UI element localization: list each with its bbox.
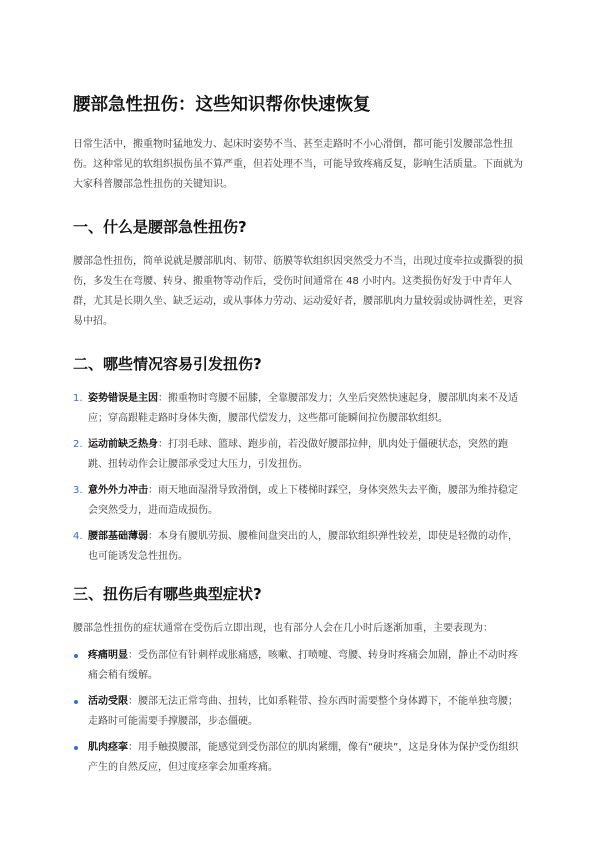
item-text: ：雨天地面湿滑导致滑倒，或上下楼梯时踩空，身体突然失去平衡，腰部为维持稳定会突然受力，进而造成损伤。 <box>88 485 518 516</box>
list-number: 4. <box>73 531 83 542</box>
item-text: ：受伤部位有针刺样或胀痛感，咳嗽、打喷嚏、弯腰、转身时疼痛会加剧，静止不动时疼痛会稍有缓解。 <box>88 650 518 681</box>
list-item <box>73 389 523 429</box>
list-item <box>73 646 523 686</box>
intro-paragraph: 日常生活中，搬重物时猛地发力、起床时姿势不当、甚至走路时不小心滑倒，都可能引发腰部急性扭伤。这种常见的软组织损伤虽不算严重，但若处理不当，可能导致疼痛反复，影响生活质量。下面就为大家科普腰部急性扭伤的关键知识。 <box>73 139 523 190</box>
section-causes <box>73 353 523 567</box>
list-number: 1. <box>73 393 83 404</box>
list-number: 2. <box>73 439 83 450</box>
item-term: 腰部基础薄弱 <box>88 531 148 542</box>
bullet-icon <box>74 654 78 658</box>
causes-list <box>73 389 523 567</box>
item-term: 运动前缺乏热身 <box>88 439 158 450</box>
list-item <box>73 435 523 475</box>
list-item <box>73 738 523 778</box>
item-text: ：本身有腰肌劳损、腰椎间盘突出的人，腰部软组织弹性较差，即使是轻微的动作，也可能诱发急性扭伤。 <box>88 531 518 562</box>
item-term: 活动受限 <box>88 696 128 707</box>
list-item <box>73 481 523 521</box>
list-number: 3. <box>73 485 83 496</box>
bullet-icon <box>74 746 78 750</box>
section-symptoms <box>73 583 523 778</box>
item-term: 意外外力冲击 <box>88 485 148 496</box>
symptoms-list <box>73 646 523 778</box>
section-paragraph: 腰部急性扭伤，简单说就是腰部肌肉、韧带、筋膜等软组织因突然受力不当，出现过度牵拉或撕裂的损伤，多发生在弯腰、转身、搬重物等动作后，受伤时间通常在 48 小时内。这类损伤好发于中青年人群，尤其是长期久坐、缺乏运动，或从事体力劳动、运动爱好者，腰部肌肉力量较弱或协调性差，更容易中招。 <box>73 256 523 327</box>
item-text: ：搬重物时弯腰不屈膝，全靠腰部发力；久坐后突然快速起身，腰部肌肉来不及适应；穿高跟鞋走路时身体失衡，腰部代偿发力，这些都可能瞬间拉伤腰部软组织。 <box>88 393 518 424</box>
section-paragraph: 腰部急性扭伤的症状通常在受伤后立即出现，也有部分人会在几小时后逐渐加重，主要表现为： <box>73 623 493 634</box>
item-term: 姿势错误是主因 <box>88 393 158 404</box>
section-heading: 二、哪些情况容易引发扭伤? <box>73 355 262 373</box>
section-heading: 一、什么是腰部急性扭伤? <box>73 218 247 236</box>
bullet-icon <box>74 700 78 704</box>
item-term: 疼痛明显 <box>88 650 128 661</box>
list-item <box>73 527 523 567</box>
item-term: 肌肉痉挛 <box>88 742 128 753</box>
list-item <box>73 692 523 732</box>
item-text: ：腰部无法正常弯曲、扭转，比如系鞋带、捡东西时需要整个身体蹲下，不能单独弯腰；走路时可能需要手撑腰部，步态僵硬。 <box>88 696 518 727</box>
page-title: 腰部急性扭伤：这些知识帮你快速恢复 <box>73 95 371 115</box>
section-heading: 三、扭伤后有哪些典型症状? <box>73 585 262 603</box>
item-text: ：用手触摸腰部，能感觉到受伤部位的肌肉紧绷，像有“硬块”，这是身体为保护受伤组织产生的自然反应，但过度痉挛会加重疼痛。 <box>88 742 519 773</box>
item-text: ：打羽毛球、篮球、跑步前，若没做好腰部拉伸，肌肉处于僵硬状态，突然的跑跳、扭转动作会让腰部承受过大压力，引发扭伤。 <box>88 439 508 470</box>
section-what-is <box>73 216 523 332</box>
